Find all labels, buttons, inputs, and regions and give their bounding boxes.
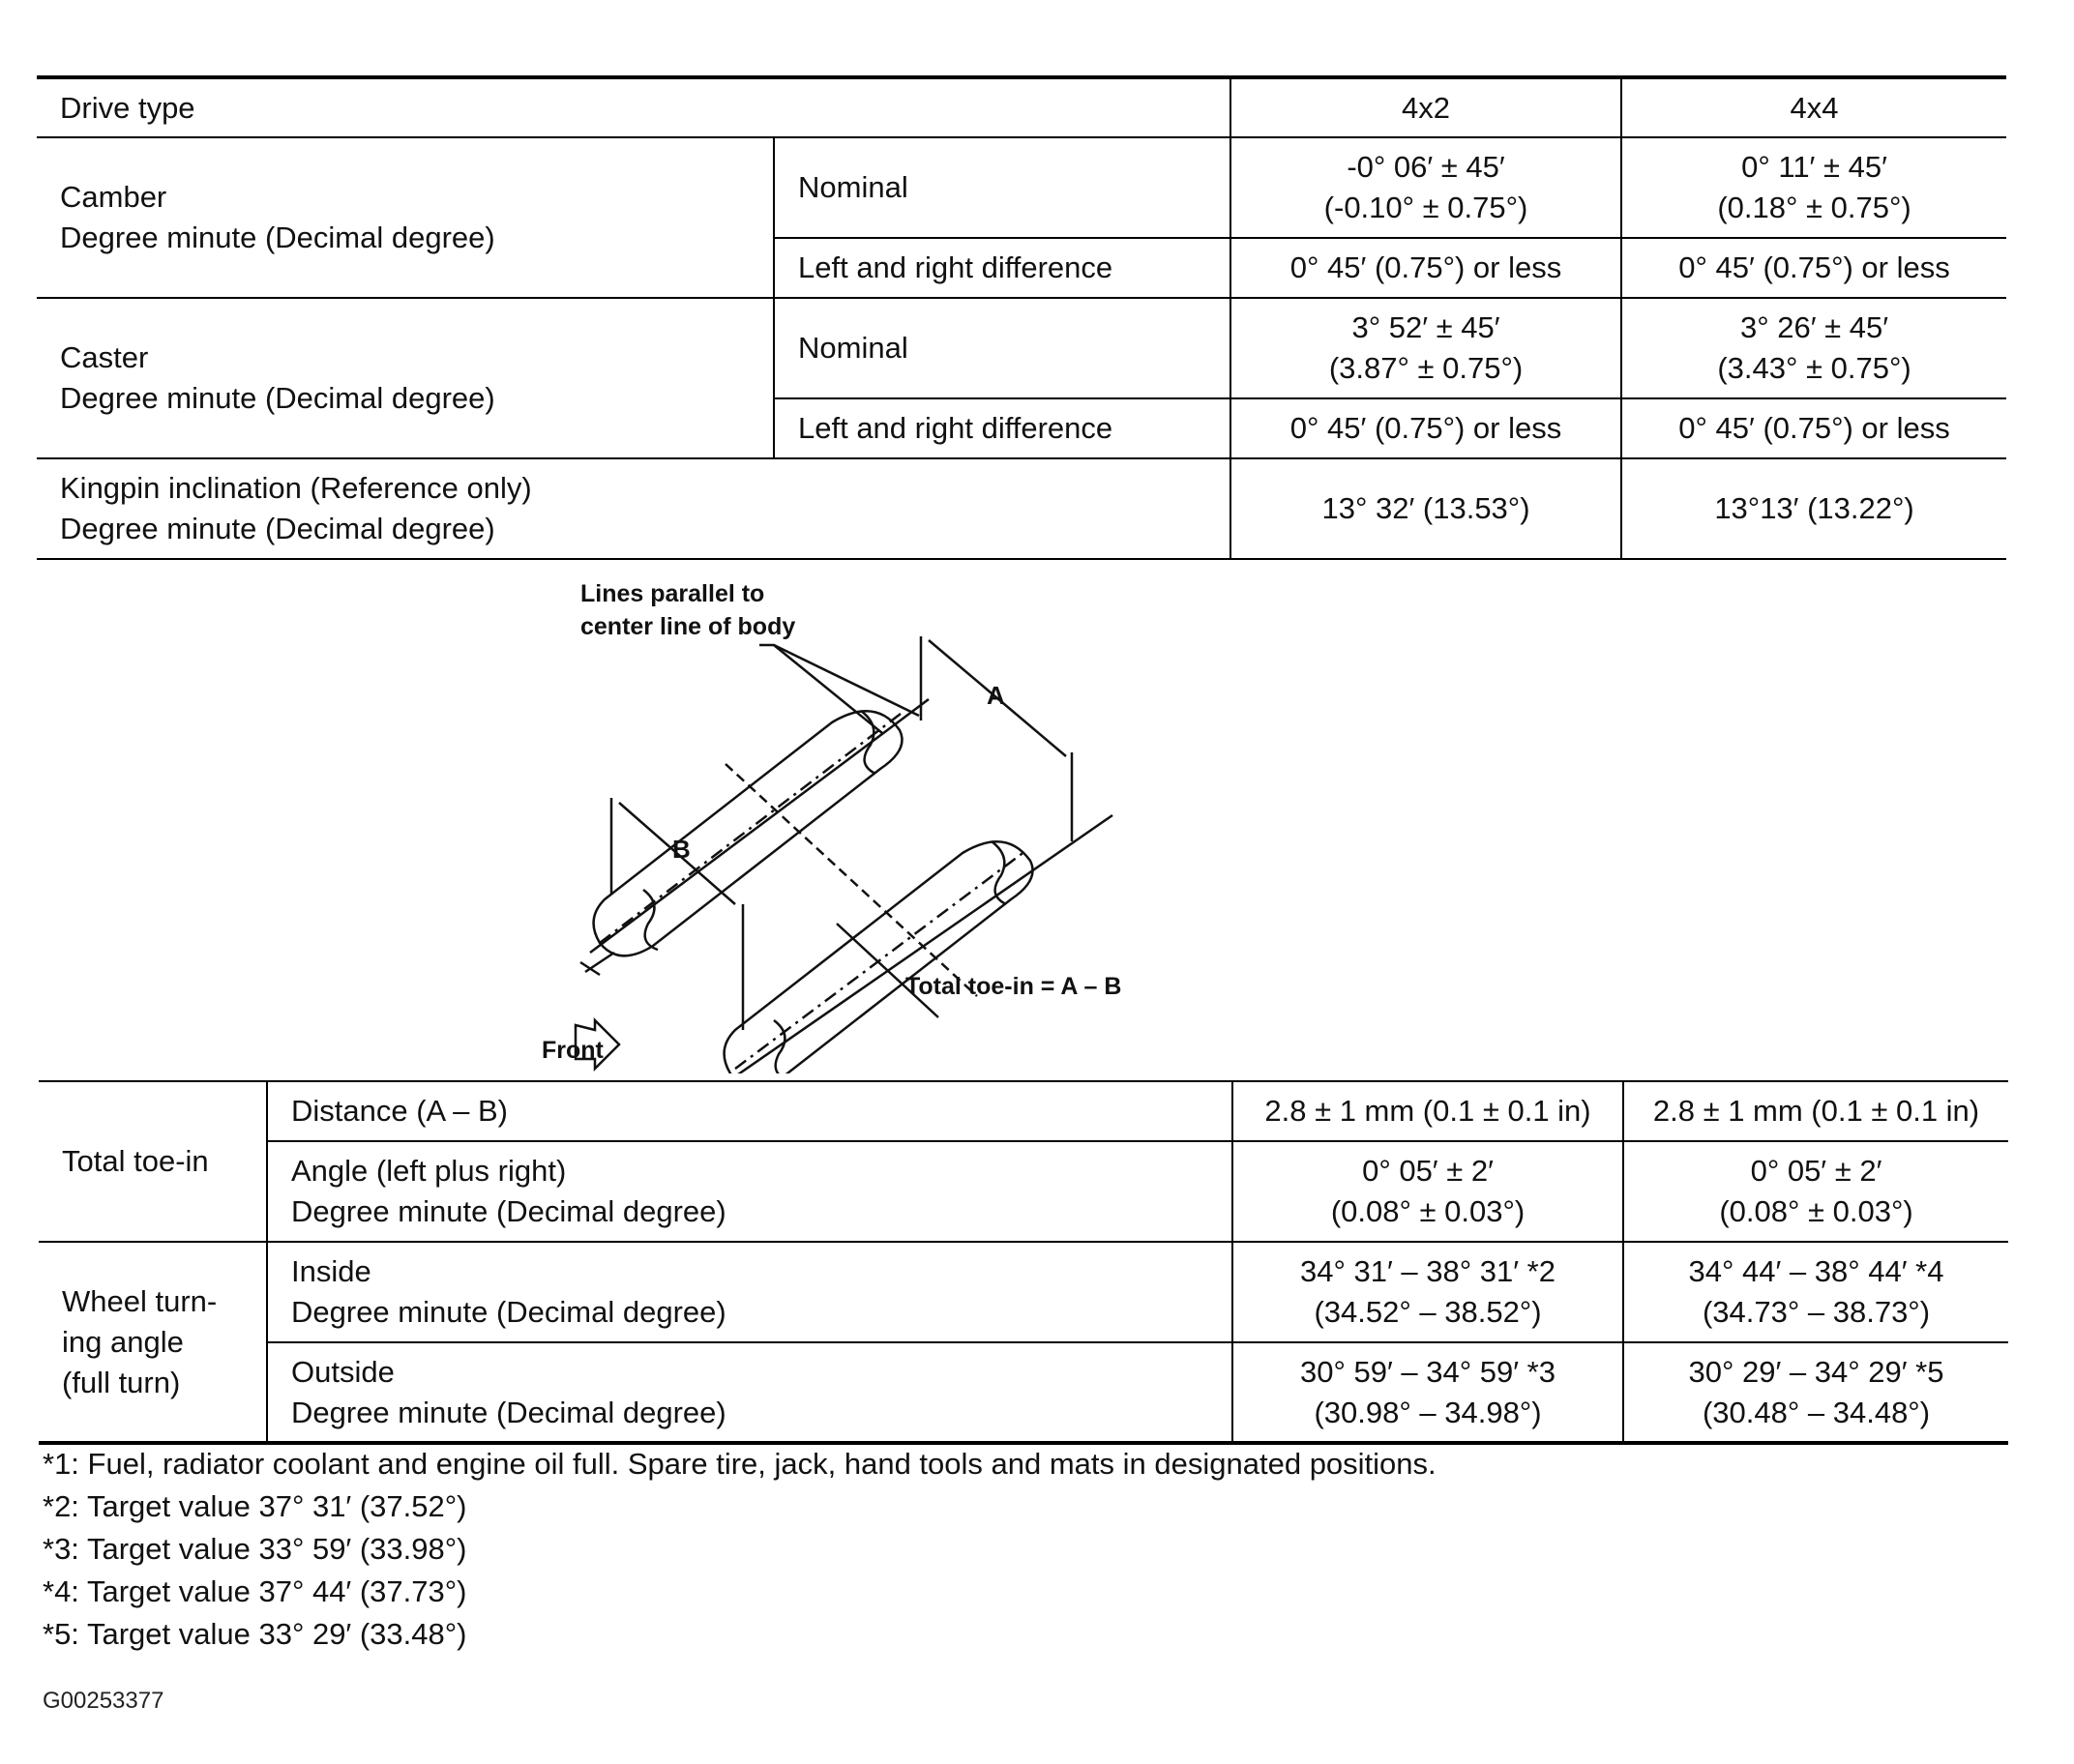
toe-distance-4x2: 2.8 ± 1 mm (0.1 ± 0.1 in) [1232,1081,1623,1141]
camber-nominal-4x4 [1621,137,2006,238]
caster-nominal-label: Nominal [774,298,1230,398]
turning-inside-4x2 [1232,1242,1623,1342]
camber-diff-4x2: 0° 45′ (0.75°) or less [1230,238,1621,298]
toe-angle-4x4 [1623,1141,2008,1242]
toe-in-diagram [542,571,1219,1073]
camber-label-cell [37,137,774,298]
kingpin-4x4: 13°13′ (13.22°) [1621,458,2006,559]
footnote-5: *5: Target value 33° 29′ (33.48°) [43,1617,467,1651]
header-row [37,77,2006,137]
label-a: A [987,681,1005,710]
turning-outside-4x4 [1623,1342,2008,1443]
camber-nominal-4x2 [1230,137,1621,238]
left-tire-tread-rear [643,890,658,950]
left-rear-arrow [580,953,614,975]
turning-outside-label: Outside [291,1354,395,1389]
wheel-turning-title-1: Wheel turn- [62,1283,218,1318]
camber-title: Camber [60,180,167,214]
footnote-4: *4: Target value 37° 44′ (37.73°) [43,1574,467,1608]
label-total-toe-in-formula: Total toe-in = A – B [905,973,1122,1000]
left-parallel-line [590,699,929,953]
camber-nominal-4x4-deg: 0° 11′ ± 45′ [1741,150,1887,184]
caster-nominal-4x2-dec: (3.87° ± 0.75°) [1328,351,1524,385]
turning-inside-4x4 [1623,1242,2008,1342]
footnote-2: *2: Target value 37° 31′ (37.52°) [43,1489,467,1523]
toe-angle-4x2-deg: 0° 05′ ± 2′ [1362,1154,1494,1188]
turning-outside-row [39,1342,2008,1443]
caster-diff-4x4: 0° 45′ (0.75°) or less [1621,398,2006,458]
caster-diff-label: Left and right difference [774,398,1230,458]
turning-inside-unit: Degree minute (Decimal degree) [291,1295,726,1329]
col-header-4x2: 4x2 [1230,77,1621,137]
caster-nominal-4x2-deg: 3° 52′ ± 45′ [1351,310,1500,344]
caster-nominal-4x4-dec: (3.43° ± 0.75°) [1717,351,1911,385]
camber-nominal-label: Nominal [774,137,1230,238]
kingpin-unit: Degree minute (Decimal degree) [60,512,495,545]
footnote-1: *1: Fuel, radiator coolant and engine oil full. Spare tire, jack, hand tools and mats in designated positions. [43,1447,1437,1481]
caster-nominal-4x4 [1621,298,2006,398]
caster-nominal-row [37,298,2006,398]
right-tire-centerline [735,851,1025,1069]
toe-angle-4x4-dec: (0.08° ± 0.03°) [1719,1194,1913,1228]
toe-angle-label-cell [267,1141,1232,1242]
camber-nominal-4x4-dec: (0.18° ± 0.75°) [1717,191,1911,224]
label-b: B [672,835,691,864]
label-front: Front [542,1037,604,1064]
footnote-3: *3: Target value 33° 59′ (33.98°) [43,1532,467,1566]
turning-outside-4x2-dec: (30.98° – 34.98°) [1314,1395,1542,1429]
camber-unit: Degree minute (Decimal degree) [60,220,495,254]
toe-angle-4x2-dec: (0.08° ± 0.03°) [1330,1194,1526,1228]
turning-inside-4x2-dec: (34.52° – 38.52°) [1314,1295,1542,1329]
turning-inside-4x2-deg: 34° 31′ – 38° 31′ *2 [1300,1254,1556,1288]
label-lines-parallel-2: center line of body [580,613,796,640]
caster-nominal-4x2 [1230,298,1621,398]
alignment-spec-table [37,75,2006,560]
toe-angle-unit: Degree minute (Decimal degree) [291,1194,726,1228]
diagram-lines [576,636,1112,1073]
total-toe-in-label: Total toe-in [39,1081,267,1242]
wheel-turning-label-cell [39,1242,267,1443]
kingpin-4x2: 13° 32′ (13.53°) [1230,458,1621,559]
turning-outside-4x4-dec: (30.48° – 34.48°) [1702,1395,1931,1429]
camber-diff-label: Left and right difference [774,238,1230,298]
camber-diff-4x4: 0° 45′ (0.75°) or less [1621,238,2006,298]
toe-angle-row [39,1141,2008,1242]
toe-turning-table [39,1080,2008,1445]
turning-inside-4x4-dec: (34.73° – 38.73°) [1702,1295,1931,1329]
toe-distance-4x4: 2.8 ± 1 mm (0.1 ± 0.1 in) [1623,1081,2008,1141]
toe-angle-label: Angle (left plus right) [291,1154,567,1188]
wheel-turning-title-2: ing angle [62,1324,184,1359]
camber-nominal-row [37,137,2006,238]
camber-nominal-4x2-dec: (-0.10° ± 0.75°) [1323,191,1528,224]
kingpin-row [37,458,2006,559]
caster-label-cell [37,298,774,458]
toe-distance-label: Distance (A – B) [267,1081,1232,1141]
caster-unit: Degree minute (Decimal degree) [60,381,495,415]
body-center-line [726,764,977,996]
camber-nominal-4x2-deg: -0° 06′ ± 45′ [1347,150,1505,184]
turning-outside-unit: Degree minute (Decimal degree) [291,1395,726,1429]
toe-angle-4x4-deg: 0° 05′ ± 2′ [1750,1154,1882,1188]
caster-diff-4x2: 0° 45′ (0.75°) or less [1230,398,1621,458]
right-tire-outline [725,841,1033,1073]
formula-leader-line [837,924,938,1017]
wheel-turning-title-3: (full turn) [62,1365,181,1399]
kingpin-label-cell [37,458,1230,559]
turning-inside-label-cell [267,1242,1232,1342]
toe-angle-4x2 [1232,1141,1623,1242]
kingpin-title: Kingpin inclination (Reference only) [60,471,532,505]
turning-inside-label: Inside [291,1254,371,1288]
col-header-4x4: 4x4 [1621,77,2006,137]
label-lines-parallel-1: Lines parallel to [580,580,765,607]
footnotes [43,1443,1881,1656]
caster-nominal-4x4-deg: 3° 26′ ± 45′ [1739,310,1889,344]
toe-distance-row [39,1081,2008,1141]
drive-type-label: Drive type [37,77,1230,137]
turning-inside-4x4-deg: 34° 44′ – 38° 44′ *4 [1688,1254,1944,1288]
turning-outside-4x2-deg: 30° 59′ – 34° 59′ *3 [1300,1354,1556,1389]
turning-inside-row [39,1242,2008,1342]
figure-code: G00253377 [43,1688,164,1714]
turning-outside-4x4-deg: 30° 29′ – 34° 29′ *5 [1688,1354,1944,1389]
caster-title: Caster [60,340,149,374]
turning-outside-4x2 [1232,1342,1623,1443]
turning-outside-label-cell [267,1342,1232,1443]
